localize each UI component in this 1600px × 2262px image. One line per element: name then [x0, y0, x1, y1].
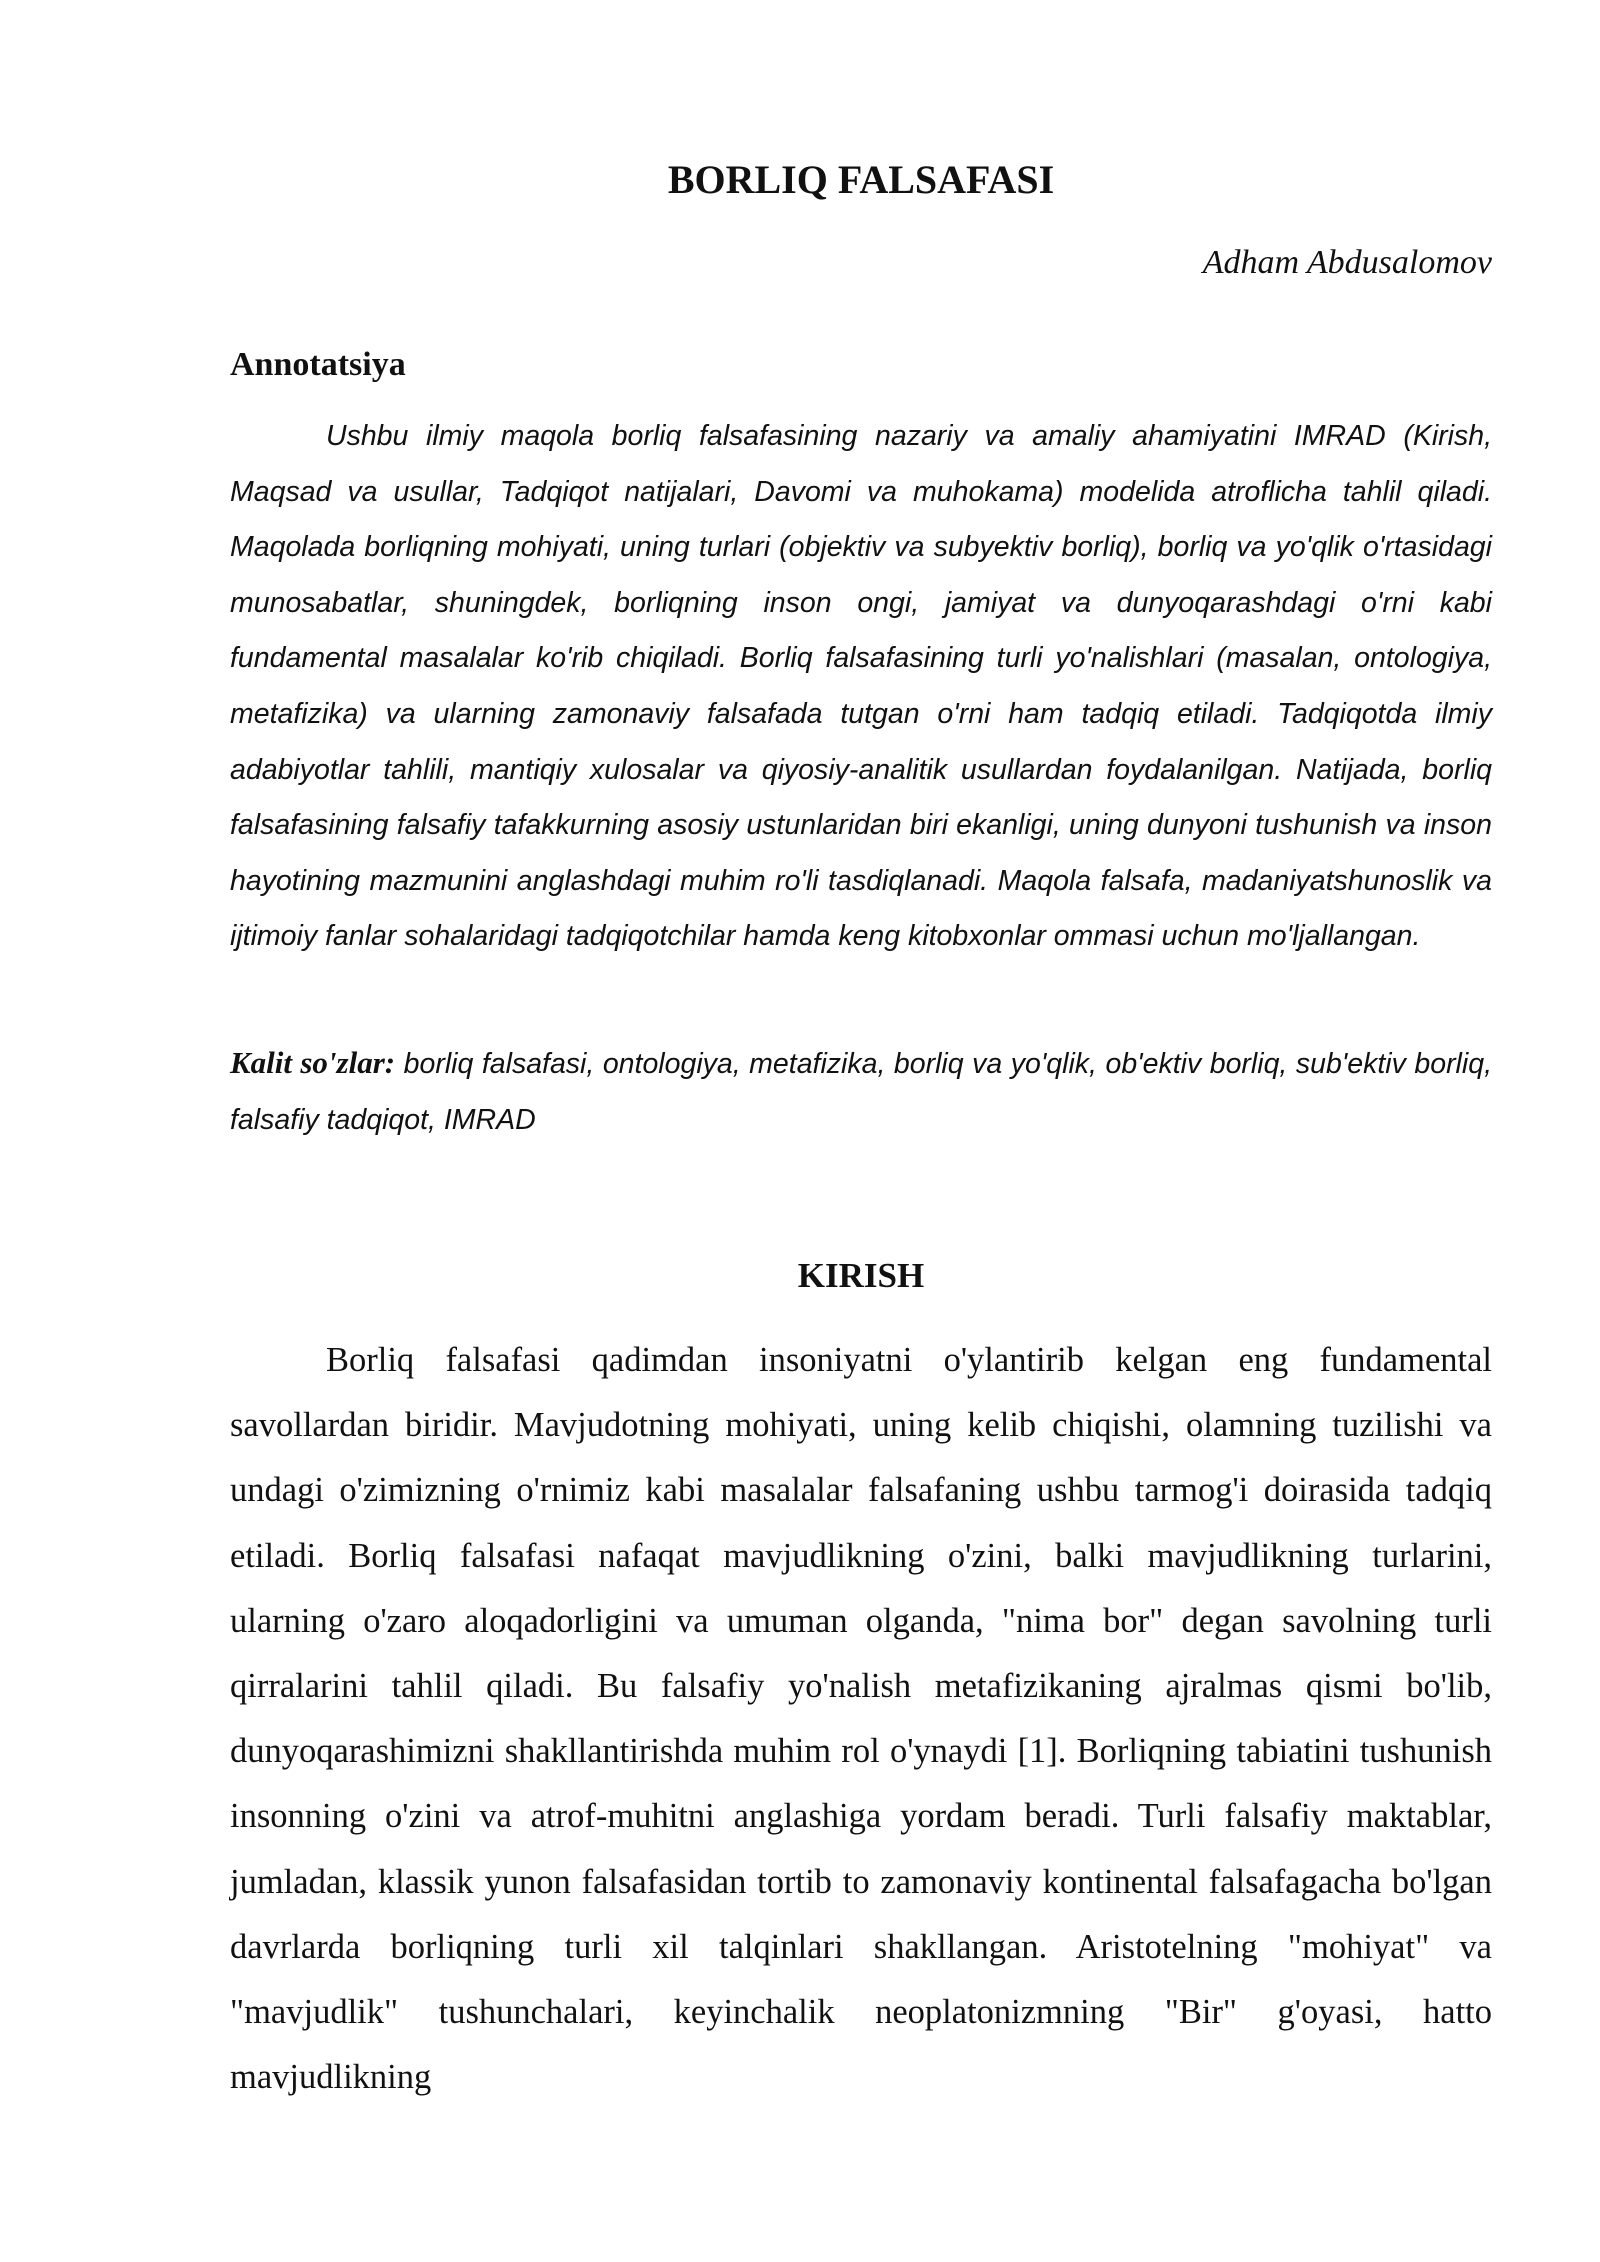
author-name: Adham Abdusalomov: [1202, 244, 1492, 281]
abstract-heading: Annotatsiya: [230, 346, 406, 383]
keywords-label: Kalit so'zlar:: [230, 1045, 396, 1080]
keywords-text: borliq falsafasi, ontologiya, metafizika, borliq va yo'qlik, ob'ektiv borliq, sub'ektiv borliq, falsafiy tadqiqot, IMRAD: [230, 1048, 1492, 1136]
document-title: BORLIQ FALSAFASI: [667, 157, 1055, 202]
introduction-text: Borliq falsafasi qadimdan insoniyatni o'ylantirib kelgan eng fundamental savollardan biridir. Mavjudotning mohiyati, uning kelib chiqishi, olamning tuzilishi va undagi o'zimizning o'rnimiz kabi masalalar falsafaning ushbu tarmog'i doirasida tadqiq etiladi. Borliq falsafasi nafaqat mavjudlikning o'zini, balki mavjudlikning turlarini, ularning o'zaro aloqadorligini va umuman olganda, "nima bor" degan savolning turli qirralarini tahlil qiladi. Bu falsafiy yo'nalish metafizikaning ajralmas qismi bo'lib, dunyoqarashimizni shakllantirishda muhim rol o'ynaydi [1]. Borliqning tabiatini tushunish insonning o'zini va atrof-muhitni anglashiga yordam beradi. Turli falsafiy maktablar, jumladan, klassik yunon falsafasidan tortib to zamonaviy kontinental falsafagacha bo'lgan davrlarda borliqning turli xil talqinlari shakllangan. Aristotelning "mohiyat" va "mavjudlik" tushunchalari, keyinchalik neoplatonizmning "Bir" g'oyasi, hatto mavjudlikning: [230, 1341, 1492, 2097]
abstract-text: Ushbu ilmiy maqola borliq falsafasining nazariy va amaliy ahamiyatini IMRAD (Kirish, Maqsad va usullar, Tadqiqot natijalari, Davomi va muhokama) modelida atroflicha tahlil qiladi. Maqolada borliqning mohiyati, uning turlari (objektiv va subyektiv borliq), borliq va yo'qlik o'rtasidagi munosabatlar, shuningdek, borliqning inson ongi, jamiyat va dunyoqarashdagi o'rni kabi fundamental masalalar ko'rib chiqiladi. Borliq falsafasining turli yo'nalishlari (masalan, ontologiya, metafizika) va ularning zamonaviy falsafada tutgan o'rni ham tadqiq etiladi. Tadqiqotda ilmiy adabiyotlar tahlili, mantiqiy xulosalar va qiyosiy-analitik usullardan foydalanilgan. Natijada, borliq falsafasining falsafiy tafakkurning asosiy ustunlaridan biri ekanligi, uning dunyoni tushunish va inson hayotining mazmunini anglashdagi muhim ro'li tasdiqlanadi. Maqola falsafa, madaniyatshunoslik va ijtimoiy fanlar sohalaridagi tadqiqotchilar hamda keng kitobxonlar ommasi uchun mo'ljallangan.: [230, 420, 1492, 953]
section-heading-introduction: KIRISH: [797, 1256, 925, 1295]
keywords-paragraph: [230, 1035, 1492, 1148]
